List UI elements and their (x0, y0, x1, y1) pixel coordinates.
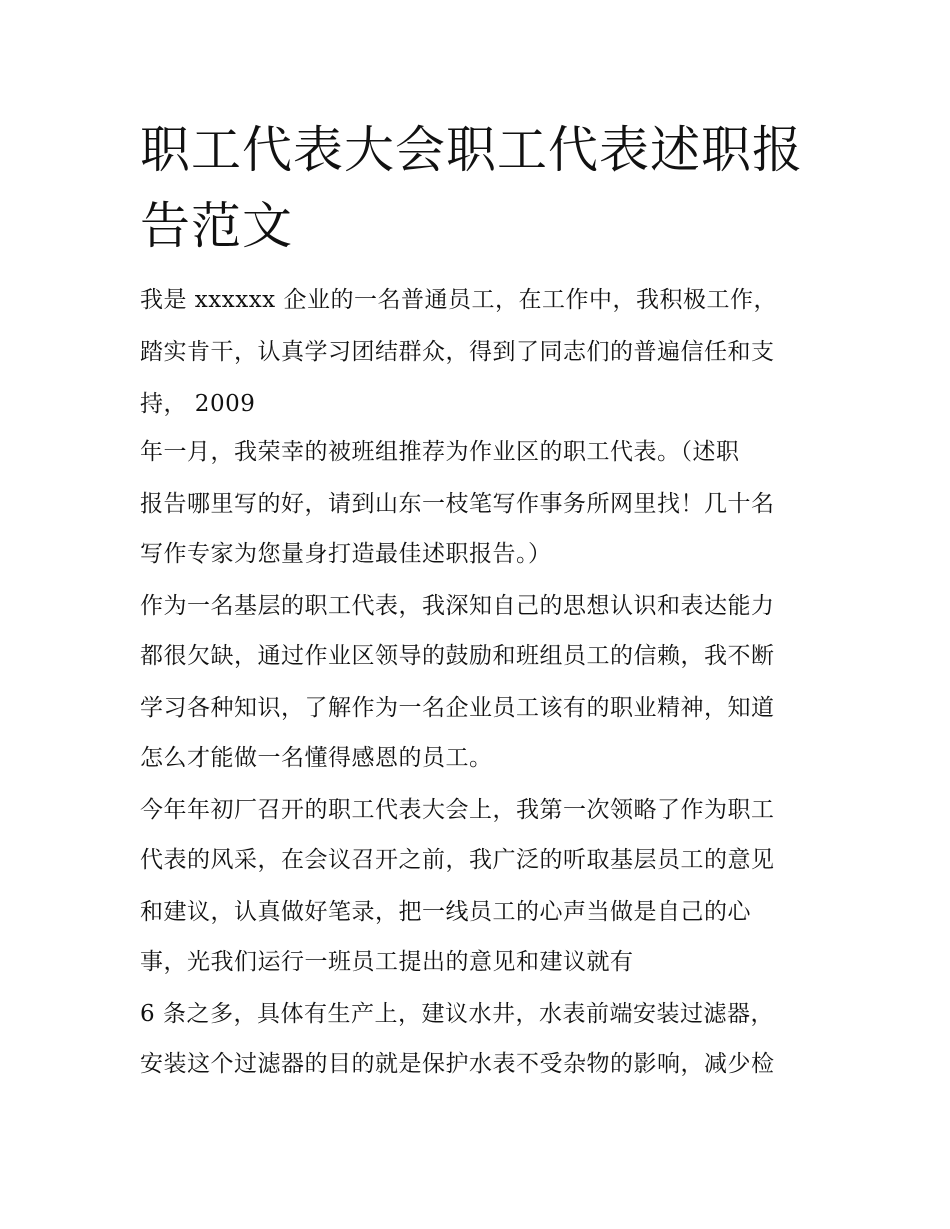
body-line-9: 学习各种知识，了解作为一名企业员工该有的职业精神，知道 (140, 695, 775, 721)
body-line-8: 都很欠缺，通过作业区领导的鼓励和班组员工的信赖，我不断 (140, 643, 775, 669)
document-title (140, 112, 820, 264)
body-line-6: 写作专家为您量身打造最佳述职报告。） (140, 541, 552, 567)
body-line-1: 我是 xxxxxx 企业的一名普通员工，在工作中，我积极工作， (140, 287, 777, 313)
body-line-4: 年一月，我荣幸的被班组推荐为作业区的职工代表。（述职 (140, 439, 740, 465)
body-line-15: 6 条之多，具体有生产上，建议水井，水表前端安装过滤器， (140, 1001, 774, 1027)
body-line-2: 踏实肯干，认真学习团结群众，得到了同志们的普遍信任和支 (140, 339, 775, 365)
body-line-14: 事，光我们运行一班员工提出的意见和建议就有 (140, 949, 634, 975)
body-line-5: 报告哪里写的好，请到山东一枝笔写作事务所网里找！几十名 (140, 491, 775, 517)
title-line-2: 告范文 (140, 197, 293, 255)
body-line-16: 安装这个过滤器的目的就是保护水表不受杂物的影响，减少检 (140, 1051, 775, 1077)
body-line-3: 持， 2009 (140, 391, 256, 417)
body-line-11: 今年年初厂召开的职工代表大会上，我第一次领略了作为职工 (140, 797, 775, 823)
body-line-13: 和建议，认真做好笔录，把一线员工的心声当做是自己的心 (140, 899, 751, 925)
body-line-12: 代表的风采，在会议召开之前，我广泛的听取基层员工的意见 (140, 847, 775, 873)
body-line-7: 作为一名基层的职工代表，我深知自己的思想认识和表达能力 (140, 593, 775, 619)
title-line-1: 职工代表大会职工代表述职报 (140, 121, 803, 179)
body-line-10: 怎么才能做一名懂得感恩的员工。 (140, 745, 493, 771)
